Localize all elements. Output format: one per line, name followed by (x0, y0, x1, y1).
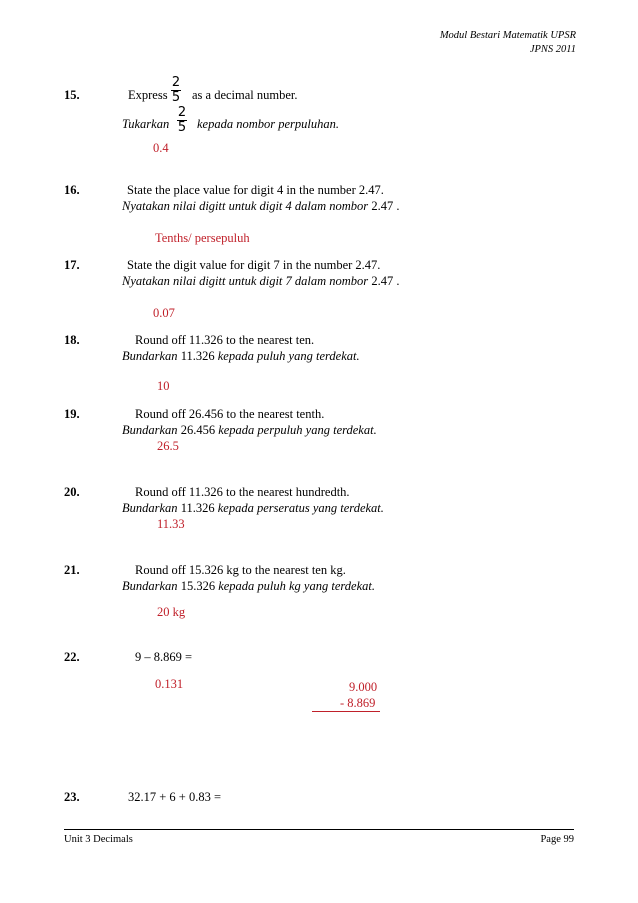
question-17-number: 17. (64, 258, 80, 272)
question-22-working-top: 9.000 (349, 680, 378, 694)
question-17-answer: 0.07 (153, 306, 175, 320)
question-20-en: Round off 11.326 to the nearest hundredth. (135, 485, 350, 499)
question-23-number: 23. (64, 790, 80, 804)
question-16-number: 16. (64, 183, 80, 197)
question-20-ms: Bundarkan 11.326 kepada perseratus yang terdekat. (122, 501, 384, 515)
header-module-title: Modul Bestari Matematik UPSR (439, 30, 576, 41)
footer-unit-title: Unit 3 Decimals (64, 834, 133, 845)
question-15-number: 15. (64, 88, 80, 102)
question-22-en: 9 – 8.869 = (135, 650, 193, 664)
fraction-denominator: 5 (177, 120, 187, 135)
question-17-en: State the digit value for digit 7 in the number 2.47. (127, 258, 381, 272)
header-jpns: JPNS 2011 (529, 44, 576, 55)
question-19-ms: Bundarkan 26.456 kepada perpuluh yang terdekat. (122, 423, 377, 437)
question-21-ms: Bundarkan 15.326 kepada puluh kg yang terdekat. (122, 579, 375, 593)
footer-divider (64, 829, 574, 830)
question-22-answer: 0.131 (155, 677, 184, 691)
question-21-answer: 20 kg (157, 605, 186, 619)
fraction-numerator: 2 (177, 105, 187, 120)
question-20-number: 20. (64, 485, 80, 499)
question-16-ms: Nyatakan nilai digitt untuk digit 4 dalam nombor 2.47 . (122, 199, 400, 213)
question-19-en: Round off 26.456 to the nearest tenth. (135, 407, 325, 421)
question-18-ms: Bundarkan 11.326 kepada puluh yang terdekat. (122, 349, 360, 363)
question-21-en: Round off 15.326 kg to the nearest ten kg. (135, 563, 346, 577)
question-22-working-bottom: - 8.869 (340, 696, 376, 710)
question-17-ms: Nyatakan nilai digitt untuk digit 7 dalam nombor 2.47 . (122, 274, 400, 288)
question-16-en: State the place value for digit 4 in the number 2.47. (127, 183, 384, 197)
question-15-ms-pre: Tukarkan (122, 117, 170, 131)
question-15-answer: 0.4 (153, 141, 169, 155)
question-20-answer: 11.33 (157, 517, 185, 531)
fraction-numerator: 2 (171, 75, 181, 90)
question-16-answer: Tenths/ persepuluh (155, 231, 250, 245)
question-18-en: Round off 11.326 to the nearest ten. (135, 333, 315, 347)
question-15-en-post: as a decimal number. (192, 88, 298, 102)
question-15-ms-post: kepada nombor perpuluhan. (197, 117, 339, 131)
question-18-answer: 10 (157, 379, 170, 393)
question-21-number: 21. (64, 563, 80, 577)
footer-page-number: Page 99 (540, 834, 574, 845)
question-15-fraction-en (171, 76, 181, 105)
question-19-number: 19. (64, 407, 80, 421)
question-22-working-underline (312, 711, 380, 712)
question-18-number: 18. (64, 333, 80, 347)
fraction-denominator: 5 (171, 90, 181, 105)
question-23-en: 32.17 + 6 + 0.83 = (128, 790, 222, 804)
question-22-number: 22. (64, 650, 80, 664)
question-19-answer: 26.5 (157, 439, 179, 453)
question-15-en-pre: Express (128, 88, 168, 102)
question-15-fraction-ms (177, 106, 187, 135)
